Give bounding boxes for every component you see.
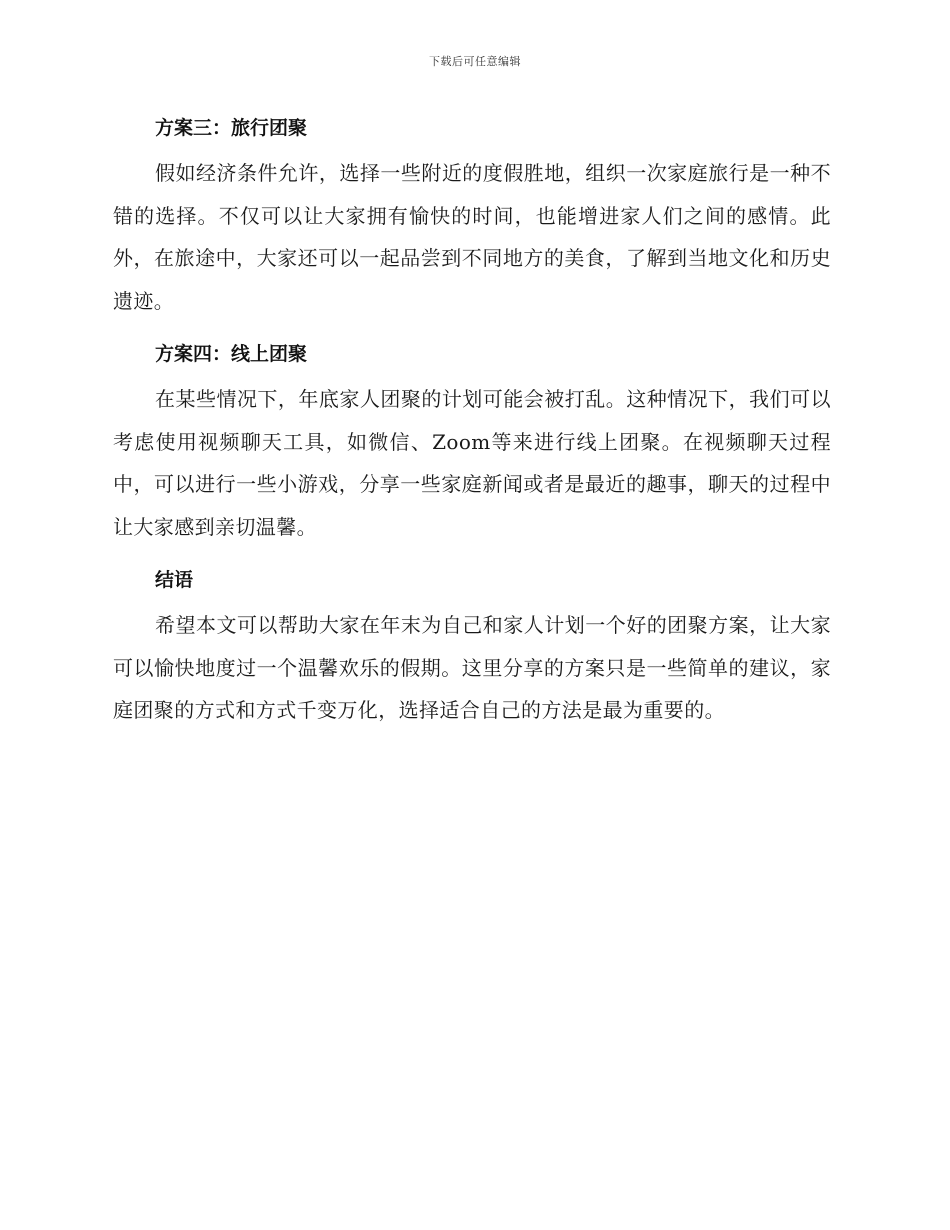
section-paragraph-conclusion: 希望本文可以帮助大家在年末为自己和家人计划一个好的团聚方案，让大家可以愉快地度过一个温馨欢乐的假期。这里分享的方案只是一些简单的建议，家庭团聚的方式和方式千变万化，选择适合自己的方法是最为重要的。 (113, 613, 831, 722)
section-paragraph-plan-three: 假如经济条件允许，选择一些附近的度假胜地，组织一次家庭旅行是一种不错的选择。不仅可以让大家拥有愉快的时间，也能增进家人们之间的感情。此外，在旅途中，大家还可以一起品尝到不同地方的美食，了解到当地文化和历史遗迹。 (113, 161, 831, 313)
section-paragraph-plan-four: 在某些情况下，年底家人团聚的计划可能会被打乱。这种情况下，我们可以考虑使用视频聊天工具，如微信、Zoom等来进行线上团聚。在视频聊天过程中，可以进行一些小游戏，分享一些家庭新闻或者是最近的趣事，聊天的过程中让大家感到亲切温馨。 (113, 387, 831, 539)
page-header: 下载后可任意编辑 (429, 55, 521, 68)
section-heading-conclusion: 结语 (155, 569, 194, 591)
document-body (113, 112, 831, 732)
section-heading-plan-four: 方案四：线上团聚 (155, 343, 308, 365)
section-heading-plan-three: 方案三：旅行团聚 (155, 117, 308, 139)
